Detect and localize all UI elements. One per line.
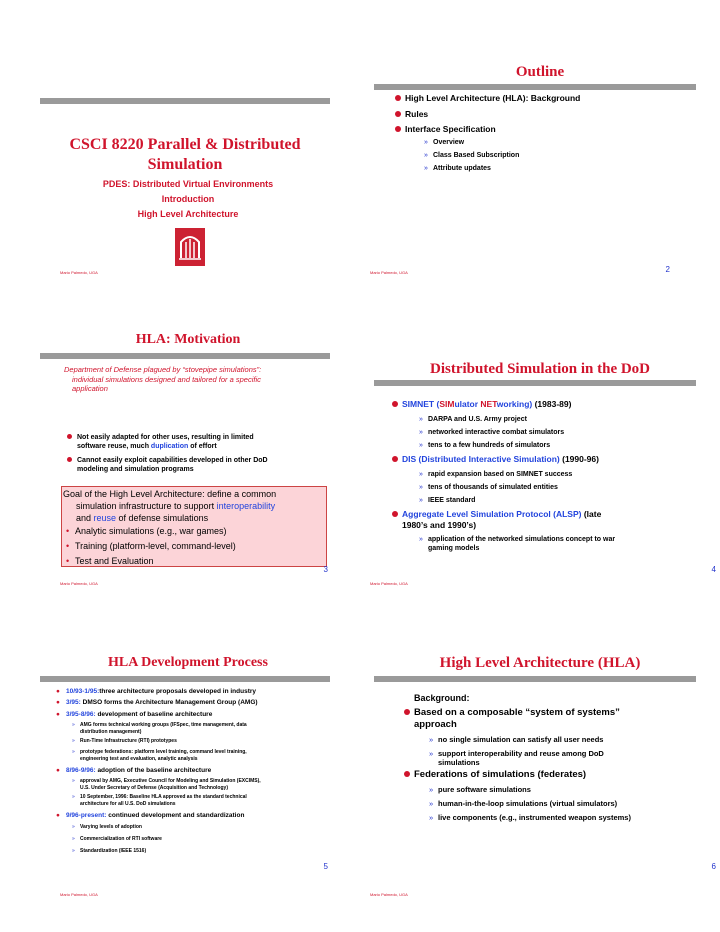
bullet-item: Federations of simulations (federates): [414, 769, 586, 781]
page-number: 2: [665, 265, 670, 274]
slide-1: [0, 0, 360, 310]
bullet-item: Interface Specification: [405, 124, 496, 135]
sub-item: » tens of thousands of simulated entities: [419, 484, 558, 491]
footer-text: Mario Palmedo, UGA: [60, 581, 98, 586]
background-heading: Background:: [414, 693, 470, 703]
bullet-dis: DIS (Distributed Interactive Simulation) (1990-96): [402, 454, 599, 465]
timeline-item: ● 8/96-9/96: adoption of the baseline architecture: [56, 767, 212, 774]
slide-3: [0, 311, 360, 621]
bullet-alsp: Aggregate Level Simulation Protocol (ALSP) (late 1980’s and 1990’s): [402, 509, 601, 530]
page-number: 6: [711, 862, 716, 871]
slide-title: HLA Development Process: [108, 655, 268, 670]
sub-item: » pure software simulations: [429, 785, 531, 794]
page-number: 4: [711, 565, 716, 574]
slide-title: Outline: [515, 64, 565, 80]
title-rule: [374, 380, 696, 386]
sub-item: » Class Based Subscription: [424, 152, 520, 159]
slide-title: Distributed Simulation in the DoD: [429, 361, 651, 377]
intro-text: Department of Defense plagued by “stovepipe simulations”: individual simulations designed and tailored for a specific application: [64, 365, 262, 393]
bullet-item: Based on a composable “system of systems” approach: [414, 707, 620, 731]
slide-title: High Level Architecture (HLA): [439, 655, 641, 671]
slide-2: [360, 0, 720, 310]
timeline-item: ● 3/95: DMSO forms the Architecture Management Group (AMG): [56, 699, 258, 706]
sub-item: » 10 September, 1996: Baseline HLA approved as the standard technical architecture for all U.S. DoD simulations: [72, 794, 247, 807]
sub-item: » approval by AMG, Executive Council for Modeling and Simulation (EXCIMS), U.S. Under Secretary of Defense (Acquisition and Technology): [72, 778, 261, 791]
sub-item: » Overview: [424, 139, 465, 146]
goal-point: • Test and Evaluation: [66, 556, 154, 566]
goal-point: • Analytic simulations (e.g., war games): [66, 526, 227, 536]
title-rule: [40, 353, 330, 359]
timeline-item: ● 10/93-1/95:three architecture proposals developed in industry: [56, 688, 257, 695]
subtitle-line-1: PDES: Distributed Virtual Environments: [102, 179, 274, 189]
bullet-simnet: SIMNET (SIMulator NETworking) (1983-89): [402, 399, 571, 410]
sub-item: » no single simulation can satisfy all user needs: [429, 735, 604, 744]
title-rule: [374, 84, 696, 90]
sub-item: » tens to a few hundreds of simulators: [419, 442, 551, 449]
sub-item: » Standardization (IEEE 1516): [72, 848, 147, 854]
goal-point: • Training (platform-level, command-level): [66, 541, 236, 551]
sub-item: » application of the networked simulations concept to war gaming models: [419, 536, 616, 552]
course-title: CSCI 8220 Parallel & Distributed Simulation: [69, 136, 301, 173]
sub-item: » AMG forms technical working groups (IFSpec, time management, data distribution management): [72, 722, 247, 735]
page-number: 3: [323, 565, 328, 574]
footer-text: Mario Palmedo, UGA: [60, 892, 98, 897]
footer-text: Mario Palmedo, UGA: [370, 892, 408, 897]
title-rule: [374, 676, 696, 682]
sub-item: » Attribute updates: [424, 165, 491, 172]
timeline-item: ● 9/96-present: continued development and standardization: [56, 812, 245, 819]
sub-item: » Commercialization of RTI software: [72, 836, 162, 842]
goal-text: Goal of the High Level Architecture: define a common simulation infrastructure to support interoperability and reuse of defense simulations: [63, 489, 277, 523]
sub-item: » networked interactive combat simulators: [419, 429, 565, 436]
sub-item: » human-in-the-loop simulations (virtual simulators): [429, 799, 618, 808]
sub-item: » Varying levels of adoption: [72, 824, 142, 830]
bullet-item: Not easily adapted for other uses, resulting in limited software reuse, much duplication of effort: [77, 433, 254, 451]
title-rule: [40, 98, 330, 104]
subtitle-line-2: Introduction: [161, 194, 215, 204]
subtitle-line-3: High Level Architecture: [137, 209, 239, 219]
sub-item: » DARPA and U.S. Army project: [419, 416, 527, 423]
timeline-item: ● 3/95-8/96: development of baseline architecture: [56, 711, 213, 718]
slide-6: [360, 622, 720, 932]
slide-4: [360, 311, 720, 621]
footer-text: Mario Palmedo, UGA: [370, 270, 408, 275]
bullet-item: High Level Architecture (HLA): Background: [405, 93, 580, 104]
sub-item: » Run-Time Infrastructure (RTI) prototypes: [72, 738, 177, 744]
page-number: 5: [323, 862, 328, 871]
slide-5: [0, 622, 360, 932]
slide-title: HLA: Motivation: [135, 332, 241, 347]
bullet-item: Rules: [405, 109, 428, 120]
sub-item: » IEEE standard: [419, 497, 476, 504]
footer-text: Mario Palmedo, UGA: [370, 581, 408, 586]
university-logo: [175, 228, 205, 266]
bullet-item: Cannot easily exploit capabilities developed in other DoD modeling and simulation programs: [77, 456, 268, 474]
title-rule: [40, 676, 330, 682]
sub-item: » prototype federations: platform level training, command level training, engineering test and evaluation, analytic analysis: [72, 749, 247, 762]
sub-item: » live components (e.g., instrumented weapon systems): [429, 813, 631, 822]
sub-item: » support interoperability and reuse among DoD simulations: [429, 749, 604, 767]
sub-item: » rapid expansion based on SIMNET success: [419, 471, 573, 478]
footer-text: Mario Palmedo, UGA: [60, 270, 98, 275]
